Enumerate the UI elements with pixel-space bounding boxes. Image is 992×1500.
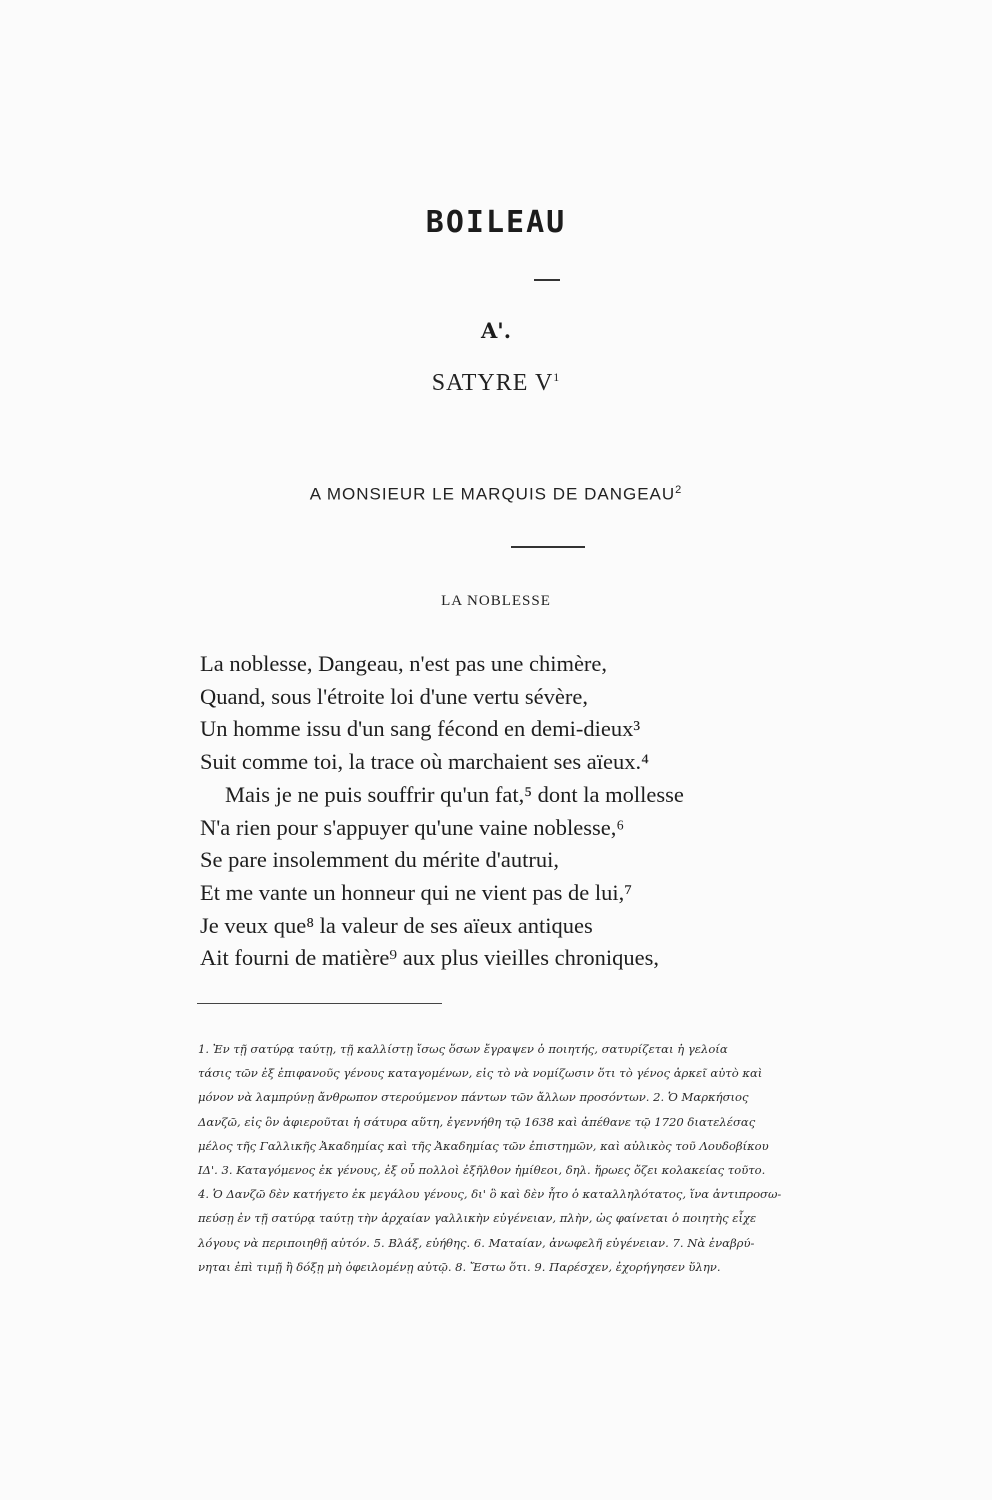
dedication-note-ref: 2 (675, 484, 683, 496)
section-letter: A'. (480, 318, 512, 343)
poem-text (200, 648, 900, 975)
poem-line: Se pare insolemment du mérite d'autrui, (200, 847, 559, 873)
satire-title-text: SATYRE V (431, 370, 554, 396)
footnote-line: μέλος τῆς Γαλλικῆς Ἀκαδημίας καὶ τῆς Ἀκαδημίας τῶν ἐπιστημῶν, καὶ αὐλικὸς τοῦ Λουδοβίκου (198, 1138, 769, 1153)
satire-note-ref: 1 (553, 370, 561, 384)
poem-line: Quand, sous l'étroite loi d'une vertu sévère, (200, 683, 589, 709)
author-underline (534, 279, 560, 281)
author-heading: BOILEAU (425, 205, 567, 240)
footnote-separator (197, 1003, 442, 1004)
poem-line: Suit comme toi, la trace où marchaient ses aïeux.⁴ (200, 749, 649, 775)
footnote-line: Δανζῶ, εἰς ὃν ἀφιεροῦται ἡ σάτυρα αὕτη, ἐγεννήθη τῷ 1638 καὶ ἀπέθανε τῷ 1720 διατελέσας (198, 1114, 756, 1129)
footnote-line: 4. Ὁ Δανζῶ δὲν κατήγετο ἐκ μεγάλου γένους, δι' ὃ καὶ δὲν ἦτο ὁ καταλληλότατος, ἵνα ἀντιπροσω- (198, 1187, 782, 1202)
footnotes (198, 1037, 908, 1279)
poem-line: Ait fourni de matière⁹ aux plus vieilles chroniques, (200, 945, 659, 971)
poem-line: N'a rien pour s'appuyer qu'une vaine noblesse,⁶ (200, 814, 625, 840)
footnote-line: ΙΔ'. 3. Καταγόμενος ἐκ γένους, ἐξ οὗ πολλοὶ ἐξῆλθον ἡμίθεοι, δηλ. ἥρωες ὄζει κολακείας τοῦτο. (198, 1163, 766, 1178)
poem-line: Un homme issu d'un sang fécond en demi-dieux³ (200, 716, 641, 742)
poem-line: Et me vante un honneur qui ne vient pas de lui,⁷ (200, 879, 633, 905)
dedication-text: A MONSIEUR LE MARQUIS DE DANGEAU (309, 484, 676, 504)
dedication (0, 484, 992, 505)
footnote-line: τάσις τῶν ἐξ ἐπιφανοῦς γένους καταγομένων, εἰς τὸ νὰ νομίζωσιν ὅτι τὸ γένος ἀρκεῖ αὐτὸ καὶ (198, 1066, 763, 1081)
poem-line: Je veux que⁸ la valeur de ses aïeux antiques (200, 912, 593, 938)
footnote-line: μόνον νὰ λαμπρύνῃ ἄνθρωπον στερούμενον πάντων τῶν ἄλλων προσόντων. 2. Ὁ Μαρκήσιος (198, 1090, 749, 1105)
footnote-line: λόγους νὰ περιποιηθῇ αὐτόν. 5. Βλάξ, εὐήθης. 6. Ματαίαν, ἀνωφελῆ εὐγένειαν. 7. Νὰ ἐναβρύ- (198, 1235, 755, 1250)
footnote-line: πεύσῃ ἐν τῇ σατύρᾳ ταύτῃ τὴν ἀρχαίαν γαλλικὴν εὐγένειαν, πλὴν, ὡς φαίνεται ὁ ποιητὴς εἶχε (198, 1211, 757, 1226)
satire-title (0, 370, 992, 397)
dedication-rule (511, 546, 585, 548)
footnote-line: νηται ἐπὶ τιμῇ ἢ δόξῃ μὴ ὀφειλομένῃ αὐτῷ. 8. Ἔστω ὅτι. 9. Παρέσχεν, ἐχορήγησεν ὕλην. (198, 1259, 721, 1274)
footnote-line: 1. Ἐν τῇ σατύρᾳ ταύτῃ, τῇ καλλίστῃ ἴσως ὅσων ἔγραψεν ὁ ποιητής, σατυρίζεται ἡ γελοία (198, 1042, 728, 1056)
poem-line: La noblesse, Dangeau, n'est pas une chimère, (200, 651, 608, 676)
poem-subtitle: LA NOBLESSE (441, 593, 551, 609)
poem-line: Mais je ne puis souffrir qu'un fat,⁵ dont la mollesse (225, 781, 684, 807)
